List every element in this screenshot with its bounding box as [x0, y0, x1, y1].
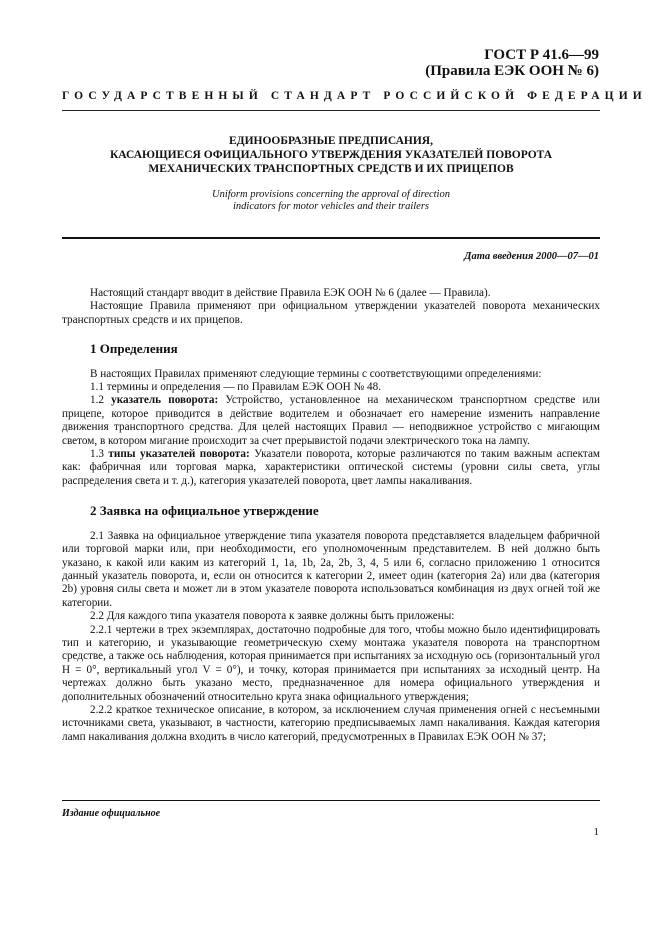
- intro-paragraph-2: Настоящие Правила применяют при официальном утверждении указателей поворота механических транспортных средств и их прицепов.: [62, 300, 600, 326]
- english-title: [62, 189, 600, 213]
- title-line-3: МЕХАНИЧЕСКИХ ТРАНСПОРТНЫХ СРЕДСТВ И ИХ ПРИЦЕПОВ: [148, 163, 514, 175]
- clause-1-3-number: 1.3: [90, 448, 109, 461]
- clause-1-3-text: Указатели поворота, которые различаются по таким важным аспектам как: фабричная или торговая марка, характеристики оптической системы (уровни силы света, углы распределения света и т. д.), категория указателей поворота, цвет лампы накаливания.: [62, 448, 600, 487]
- english-title-line-2: indicators for motor vehicles and their trailers: [233, 201, 429, 212]
- page-number: 1: [593, 826, 599, 838]
- clause-2-2-2: 2.2.2 краткое техническое описание, в котором, за исключением случая применения огней с несъемными источниками света, указывают, в частности, категорию предписываемых ламп накаливания. Каждая категория ламп накаливания должна входить в число категорий, предусмотренных в Правилах ЕЭК ООН № 37;: [62, 703, 600, 743]
- clause-1-1: 1.1 термины и определения — по Правилам ЕЭК ООН № 48.: [90, 381, 381, 394]
- clause-2-1: 2.1 Заявка на официальное утверждение типа указателя поворота представляется владельцем фабричной или торговой марки или, при необходимости, его уполномоченным представителем. В ней должно быть указано, к какой или каким из категорий 1, 1а, 1b, 2а, 2b, 3, 4, 5 или 6, согласно приложению 1 относится данный указатель поворота, и, если он относится к категории 2, имеет один (категория 2а) или два (категория 2b) уровня силы света и может ли в этом указателе поворота использоваться комбинация из двух огней той же категории.: [62, 529, 600, 609]
- intro-paragraph-1: Настоящий стандарт вводит в действие Правила ЕЭК ООН № 6 (далее — Правила).: [90, 287, 491, 299]
- clause-1-2: [62, 394, 600, 448]
- clause-2-2-1: 2.2.1 чертежи в трех экземплярах, достаточно подробные для того, чтобы можно было идентифицировать тип и категорию, и указывающие геометрическую схему монтажа указателя поворота на транспортном средстве, а также ось наблюдения, которая принимается при испытаниях за исходную ось (горизонтальный угол H = 0°, вертикальный угол V = 0°), и точку, которая принимается при испытаниях за исходный центр. На чертежах должно быть указано место, предназначенное для номера официального утверждения и дополнительных обозначений относительно круга знака официального утверждения;: [62, 623, 600, 703]
- clause-1-3: [62, 448, 600, 488]
- state-standard-banner: ГОСУДАРСТВЕННЫЙ СТАНДАРТ РОССИЙСКОЙ ФЕДЕРАЦИИ: [62, 90, 647, 102]
- title-divider: [62, 237, 600, 239]
- footer-divider: [62, 800, 600, 801]
- clause-1-2-term: указатель поворота:: [111, 394, 219, 407]
- section-1-heading: 1 Определения: [90, 341, 178, 357]
- clause-2-2: 2.2 Для каждого типа указателя поворота к заявке должны быть приложены:: [90, 610, 455, 623]
- clause-1-3-term: типы указателей поворота:: [108, 448, 250, 461]
- clause-1-2-number: 1.2: [90, 394, 112, 407]
- section-1-intro: В настоящих Правилах применяют следующие термины с соответствующими определениями:: [90, 367, 542, 380]
- introduction-date: Дата введения 2000—07—01: [464, 251, 599, 262]
- gost-number-block: [425, 47, 599, 79]
- top-divider: [62, 110, 600, 111]
- official-edition-note: Издание официальное: [62, 808, 161, 819]
- clause-1-2-text: Устройство, установленное на механическом транспортном средстве или прицепе, которое приводится в действие водителем и обозначает его намерение изменить направление движения транспортного средства. Для целей настоящих Правил — неподвижное устройство с мигающим светом, в котором мигание происходит за счет прерывистой подачи электрического тока на лампу.: [62, 394, 601, 447]
- regulation-reference: (Правила ЕЭК ООН № 6): [425, 63, 599, 79]
- document-title: [62, 134, 600, 176]
- section-2-heading: 2 Заявка на официальное утверждение: [90, 503, 319, 519]
- gost-number: ГОСТ Р 41.6—99: [484, 47, 599, 63]
- document-body: [62, 287, 600, 744]
- english-title-line-1: Uniform provisions concerning the approval of direction: [212, 189, 450, 200]
- title-line-1: ЕДИНООБРАЗНЫЕ ПРЕДПИСАНИЯ,: [229, 135, 433, 147]
- title-line-2: КАСАЮЩИЕСЯ ОФИЦИАЛЬНОГО УТВЕРЖДЕНИЯ УКАЗАТЕЛЕЙ ПОВОРОТА: [109, 149, 553, 161]
